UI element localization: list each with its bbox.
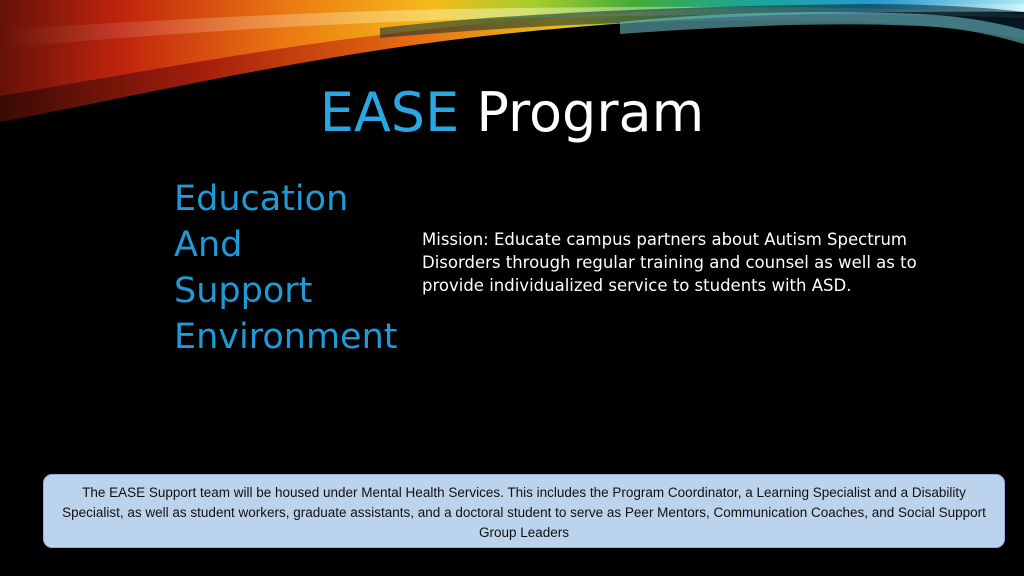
mission-statement: Mission: Educate campus partners about Autism Spectrum Disorders through regular training and counsel as well as to provide individualized service to students with ASD.: [422, 230, 917, 295]
title-rest: Program: [476, 81, 705, 144]
acronym-word: Support: [174, 271, 313, 311]
info-box: The EASE Support team will be housed under Mental Health Services. This includes the Program Coordinator, a Learning Specialist and a Disability Specialist, as well as student workers, graduate assistants, and a doctoral student to serve as Peer Mentors, Communication Coaches, and Social Support Group Leaders: [43, 474, 1005, 548]
title-accent-word: EASE: [319, 81, 460, 144]
slide-title: [0, 80, 1024, 146]
acronym-word: And: [174, 225, 243, 265]
acronym-word: Environment: [174, 317, 398, 357]
acronym-list: [174, 176, 414, 360]
acronym-word: Education: [174, 179, 349, 219]
